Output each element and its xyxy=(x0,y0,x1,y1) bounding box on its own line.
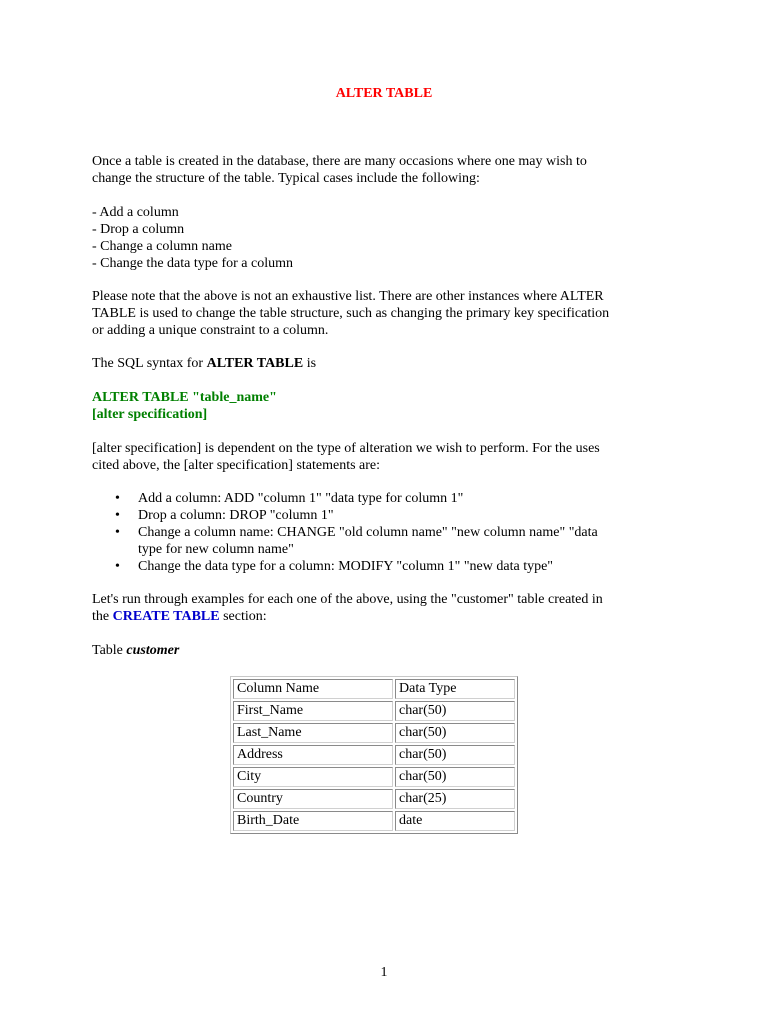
syntax-intro-keyword: ALTER TABLE xyxy=(206,356,304,371)
column-name-cell: Country xyxy=(233,789,393,809)
spec-line-2: cited above, the [alter specification] statements are: xyxy=(92,458,381,473)
data-type-cell: date xyxy=(395,811,515,831)
table-row xyxy=(233,789,515,809)
examples-paragraph xyxy=(92,591,682,625)
syntax-intro-suffix: is xyxy=(303,356,317,371)
table-row xyxy=(233,723,515,743)
table-caption xyxy=(92,642,682,659)
table-header-row xyxy=(233,679,515,699)
table-caption-name: customer xyxy=(126,643,180,658)
case-item: - Add a column xyxy=(92,205,179,220)
spec-description xyxy=(92,440,682,474)
data-type-cell: char(50) xyxy=(395,745,515,765)
data-type-cell: char(25) xyxy=(395,789,515,809)
syntax-line-2: [alter specification] xyxy=(92,407,208,422)
column-name-cell: Last_Name xyxy=(233,723,393,743)
note-paragraph xyxy=(92,288,682,339)
note-line-2: TABLE is used to change the table structure, such as changing the primary key specification xyxy=(92,306,610,321)
column-name-cell: Birth_Date xyxy=(233,811,393,831)
data-type-cell: char(50) xyxy=(395,723,515,743)
spec-bullet-list xyxy=(92,490,682,575)
header-cell: Data Type xyxy=(395,679,515,699)
data-type-cell: char(50) xyxy=(395,701,515,721)
table-caption-prefix: Table xyxy=(92,643,127,658)
note-line-1: Please note that the above is not an exhaustive list. There are other instances where ALTER xyxy=(92,289,604,304)
column-name-cell: Address xyxy=(233,745,393,765)
case-item: - Change a column name xyxy=(92,239,232,254)
table-row xyxy=(233,767,515,787)
syntax-intro xyxy=(92,355,682,372)
bullet-marker: • xyxy=(115,559,120,574)
page-title: ALTER TABLE xyxy=(335,86,433,101)
bullet-item: • Add a column: ADD "column 1" "data type for column 1" xyxy=(115,491,464,506)
page-number: 1 xyxy=(380,965,388,980)
bullet-marker: • xyxy=(115,508,120,523)
column-name-cell: City xyxy=(233,767,393,787)
bullet-marker: • xyxy=(115,491,120,506)
bullet-item: • Change the data type for a column: MODIFY "column 1" "new data type" xyxy=(115,559,554,574)
bullet-item: • Change a column name: CHANGE "old column name" "new column name" "data type for new column name" xyxy=(115,525,598,557)
customer-table xyxy=(230,676,518,834)
cases-list xyxy=(92,204,682,272)
syntax-block xyxy=(92,389,682,423)
syntax-line-1: ALTER TABLE "table_name" xyxy=(92,390,277,405)
bullet-marker: • xyxy=(115,525,120,540)
spec-line-1: [alter specification] is dependent on the type of alteration we wish to perform. For the uses xyxy=(92,441,600,456)
create-table-link[interactable]: CREATE TABLE xyxy=(112,609,220,624)
data-type-cell: char(50) xyxy=(395,767,515,787)
note-line-3: or adding a unique constraint to a column. xyxy=(92,323,329,338)
examples-line-1: Let's run through examples for each one of the above, using the "customer" table created in xyxy=(92,592,603,607)
intro-paragraph xyxy=(92,153,682,187)
table-row xyxy=(233,811,515,831)
intro-line-1: Once a table is created in the database, there are many occasions where one may wish to xyxy=(92,154,587,169)
bullet-item: • Drop a column: DROP "column 1" xyxy=(115,508,334,523)
case-item: - Change the data type for a column xyxy=(92,256,293,271)
case-item: - Drop a column xyxy=(92,222,185,237)
syntax-intro-prefix: The SQL syntax for xyxy=(92,356,207,371)
examples-line-2: the CREATE TABLE section: xyxy=(92,609,267,624)
header-cell: Column Name xyxy=(233,679,393,699)
table-row xyxy=(233,701,515,721)
intro-line-2: change the structure of the table. Typical cases include the following: xyxy=(92,171,480,186)
table-row xyxy=(233,745,515,765)
column-name-cell: First_Name xyxy=(233,701,393,721)
